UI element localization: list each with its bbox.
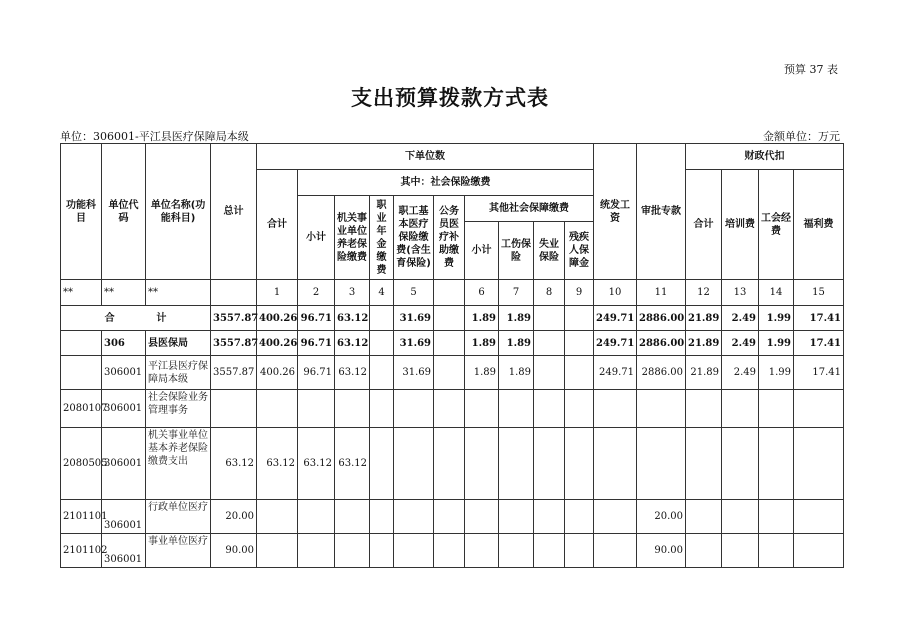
header-training: 培训费 (722, 170, 759, 280)
total-value-cell (370, 306, 394, 331)
header-fiscal-payment: 财政代扣 (686, 144, 844, 170)
header-annuity: 职业年金缴费 (370, 196, 394, 280)
value-cell: 20.00 (637, 500, 686, 534)
value-cell (759, 534, 794, 568)
index-cell: 4 (370, 280, 394, 306)
value-cell: 17.41 (794, 356, 844, 390)
unit-code-cell: 306001 (102, 534, 146, 568)
unit-code-cell: 306001 (102, 390, 146, 428)
unit-code-cell: 306001 (102, 500, 146, 534)
value-cell (499, 534, 534, 568)
value-cell (257, 390, 298, 428)
value-cell: 17.41 (794, 331, 844, 356)
table-row (61, 428, 844, 500)
value-cell (594, 428, 637, 500)
value-cell (686, 534, 722, 568)
index-cell: ** (102, 280, 146, 306)
value-cell (534, 428, 565, 500)
value-cell (759, 428, 794, 500)
total-value-cell (434, 306, 465, 331)
total-label: 合 计 (61, 306, 211, 331)
index-cell: 3 (335, 280, 370, 306)
value-cell (759, 500, 794, 534)
value-cell: 249.71 (594, 331, 637, 356)
value-cell: 90.00 (637, 534, 686, 568)
value-cell (434, 390, 465, 428)
value-cell (565, 428, 594, 500)
header-func-code: 功能科目 (61, 144, 102, 280)
header-unemployment: 失业保险 (534, 222, 565, 280)
amount-unit: 金额单位：万元 (763, 130, 840, 143)
value-cell: 1.99 (759, 331, 794, 356)
value-cell (394, 500, 434, 534)
value-cell (370, 390, 394, 428)
value-cell (499, 500, 534, 534)
table-row (61, 500, 844, 534)
value-cell (794, 428, 844, 500)
header-lower-units: 下单位数 (257, 144, 594, 170)
table-row (61, 534, 844, 568)
value-cell (637, 428, 686, 500)
unit-code-cell: 306 (102, 331, 146, 356)
index-cell: ** (146, 280, 211, 306)
value-cell (759, 390, 794, 428)
index-cell: ** (61, 280, 102, 306)
value-cell: 21.89 (686, 331, 722, 356)
index-cell: 10 (594, 280, 637, 306)
value-cell: 96.71 (298, 356, 335, 390)
func-code-cell (61, 356, 102, 390)
value-cell (794, 390, 844, 428)
index-row (61, 280, 844, 306)
value-cell (335, 500, 370, 534)
total-value-cell: 2.49 (722, 306, 759, 331)
total-value-cell: 21.89 (686, 306, 722, 331)
index-cell: 5 (394, 280, 434, 306)
value-cell (534, 331, 565, 356)
value-cell (594, 500, 637, 534)
value-cell (298, 390, 335, 428)
header-unit-code: 单位代码 (102, 144, 146, 280)
value-cell (499, 428, 534, 500)
value-cell: 3557.87 (211, 331, 257, 356)
value-cell: 2886.00 (637, 356, 686, 390)
budget-table (60, 143, 844, 568)
value-cell: 96.71 (298, 331, 335, 356)
header-approved-special: 审批专款 (637, 144, 686, 280)
total-value-cell: 1.89 (465, 306, 499, 331)
value-cell (722, 534, 759, 568)
index-cell: 7 (499, 280, 534, 306)
total-value-cell: 17.41 (794, 306, 844, 331)
value-cell (434, 500, 465, 534)
total-value-cell (565, 306, 594, 331)
unit-name-cell: 机关事业单位基本养老保险缴费支出 (146, 428, 211, 500)
value-cell (565, 331, 594, 356)
index-cell: 9 (565, 280, 594, 306)
value-cell (594, 534, 637, 568)
value-cell: 63.12 (211, 428, 257, 500)
header-si-subtotal: 小计 (298, 196, 335, 280)
index-cell: 13 (722, 280, 759, 306)
value-cell: 1.99 (759, 356, 794, 390)
value-cell: 63.12 (335, 428, 370, 500)
total-value-cell: 249.71 (594, 306, 637, 331)
value-cell: 249.71 (594, 356, 637, 390)
value-cell: 2.49 (722, 331, 759, 356)
value-cell (565, 356, 594, 390)
header-injury: 工伤保险 (499, 222, 534, 280)
index-cell: 6 (465, 280, 499, 306)
func-code-cell: 2080107 (61, 390, 102, 428)
value-cell: 31.69 (394, 331, 434, 356)
value-cell (465, 390, 499, 428)
value-cell: 63.12 (335, 356, 370, 390)
unit-code-cell: 306001 (102, 356, 146, 390)
value-cell (637, 390, 686, 428)
value-cell (686, 428, 722, 500)
value-cell (335, 534, 370, 568)
value-cell (434, 331, 465, 356)
total-value-cell: 1.99 (759, 306, 794, 331)
func-code-cell: 2101102 (61, 534, 102, 568)
value-cell (394, 534, 434, 568)
index-cell (211, 280, 257, 306)
unit-label: 单位：306001-平江县医疗保障局本级 (60, 130, 249, 143)
page-title: 支出预算拨款方式表 (351, 85, 549, 110)
value-cell (434, 534, 465, 568)
unit-name-cell: 平江县医疗保障局本级 (146, 356, 211, 390)
unit-name-cell: 事业单位医疗 (146, 534, 211, 568)
value-cell (534, 390, 565, 428)
value-cell: 20.00 (211, 500, 257, 534)
unit-name-cell: 县医保局 (146, 331, 211, 356)
header-disabled: 残疾人保障金 (565, 222, 594, 280)
value-cell (465, 534, 499, 568)
unit-name-cell: 社会保险业务管理事务 (146, 390, 211, 428)
total-row (61, 306, 844, 331)
total-value-cell: 31.69 (394, 306, 434, 331)
func-code-cell (61, 331, 102, 356)
value-cell (722, 428, 759, 500)
value-cell: 1.89 (465, 331, 499, 356)
value-cell (722, 390, 759, 428)
value-cell (794, 500, 844, 534)
header-welfare: 福利费 (794, 170, 844, 280)
header-other-si: 其他社会保障缴费 (465, 196, 594, 222)
total-value-cell: 96.71 (298, 306, 335, 331)
value-cell (257, 534, 298, 568)
value-cell (534, 356, 565, 390)
value-cell (794, 534, 844, 568)
func-code-cell: 2101101 (61, 500, 102, 534)
index-cell: 8 (534, 280, 565, 306)
total-value-cell: 63.12 (335, 306, 370, 331)
index-cell: 15 (794, 280, 844, 306)
index-cell (434, 280, 465, 306)
value-cell (565, 500, 594, 534)
value-cell: 3557.87 (211, 356, 257, 390)
value-cell: 63.12 (257, 428, 298, 500)
header-fiscal-total: 合计 (686, 170, 722, 280)
value-cell (722, 500, 759, 534)
value-cell (686, 500, 722, 534)
value-cell (465, 428, 499, 500)
value-cell (370, 534, 394, 568)
index-cell: 2 (298, 280, 335, 306)
value-cell (211, 390, 257, 428)
header-social-insurance: 其中：社会保险缴费 (298, 170, 594, 196)
total-value-cell (534, 306, 565, 331)
total-value-cell: 2886.00 (637, 306, 686, 331)
header-total: 总计 (211, 144, 257, 280)
value-cell: 1.89 (499, 331, 534, 356)
header-unified-wage: 统发工资 (594, 144, 637, 280)
value-cell (370, 331, 394, 356)
page-number: 预算 37 表 (784, 63, 838, 76)
value-cell (534, 500, 565, 534)
value-cell (565, 390, 594, 428)
total-value-cell: 3557.87 (211, 306, 257, 331)
value-cell (370, 428, 394, 500)
index-cell: 12 (686, 280, 722, 306)
data-rows (61, 331, 844, 568)
value-cell: 31.69 (394, 356, 434, 390)
value-cell (394, 428, 434, 500)
unit-code-cell: 306001 (102, 428, 146, 500)
index-cell: 11 (637, 280, 686, 306)
value-cell (434, 356, 465, 390)
value-cell (565, 534, 594, 568)
value-cell: 400.26 (257, 356, 298, 390)
header-unit-name: 单位名称(功能科目) (146, 144, 211, 280)
header-other-subtotal: 小计 (465, 222, 499, 280)
value-cell: 1.89 (499, 356, 534, 390)
value-cell (594, 390, 637, 428)
func-code-cell: 2080505 (61, 428, 102, 500)
header-union: 工会经费 (759, 170, 794, 280)
index-cell: 1 (257, 280, 298, 306)
value-cell (370, 356, 394, 390)
value-cell: 63.12 (335, 331, 370, 356)
value-cell (394, 390, 434, 428)
value-cell: 2886.00 (637, 331, 686, 356)
value-cell: 21.89 (686, 356, 722, 390)
value-cell (499, 390, 534, 428)
index-cell: 14 (759, 280, 794, 306)
table-row (61, 331, 844, 356)
header-civil-medical: 公务员医疗补助缴费 (434, 196, 465, 280)
total-value-cell: 1.89 (499, 306, 534, 331)
value-cell: 400.26 (257, 331, 298, 356)
header-lower-subtotal: 合计 (257, 170, 298, 280)
value-cell (434, 428, 465, 500)
value-cell (465, 500, 499, 534)
header-medical: 职工基本医疗保险缴费(含生育保险) (394, 196, 434, 280)
value-cell: 1.89 (465, 356, 499, 390)
table-row (61, 356, 844, 390)
unit-name-cell: 行政单位医疗 (146, 500, 211, 534)
value-cell: 63.12 (298, 428, 335, 500)
table-row (61, 390, 844, 428)
header-pension: 机关事业单位养老保险缴费 (335, 196, 370, 280)
value-cell (298, 534, 335, 568)
value-cell (370, 500, 394, 534)
value-cell (257, 500, 298, 534)
value-cell (686, 390, 722, 428)
value-cell (298, 500, 335, 534)
value-cell (534, 534, 565, 568)
total-value-cell: 400.26 (257, 306, 298, 331)
value-cell: 2.49 (722, 356, 759, 390)
value-cell: 90.00 (211, 534, 257, 568)
value-cell (335, 390, 370, 428)
